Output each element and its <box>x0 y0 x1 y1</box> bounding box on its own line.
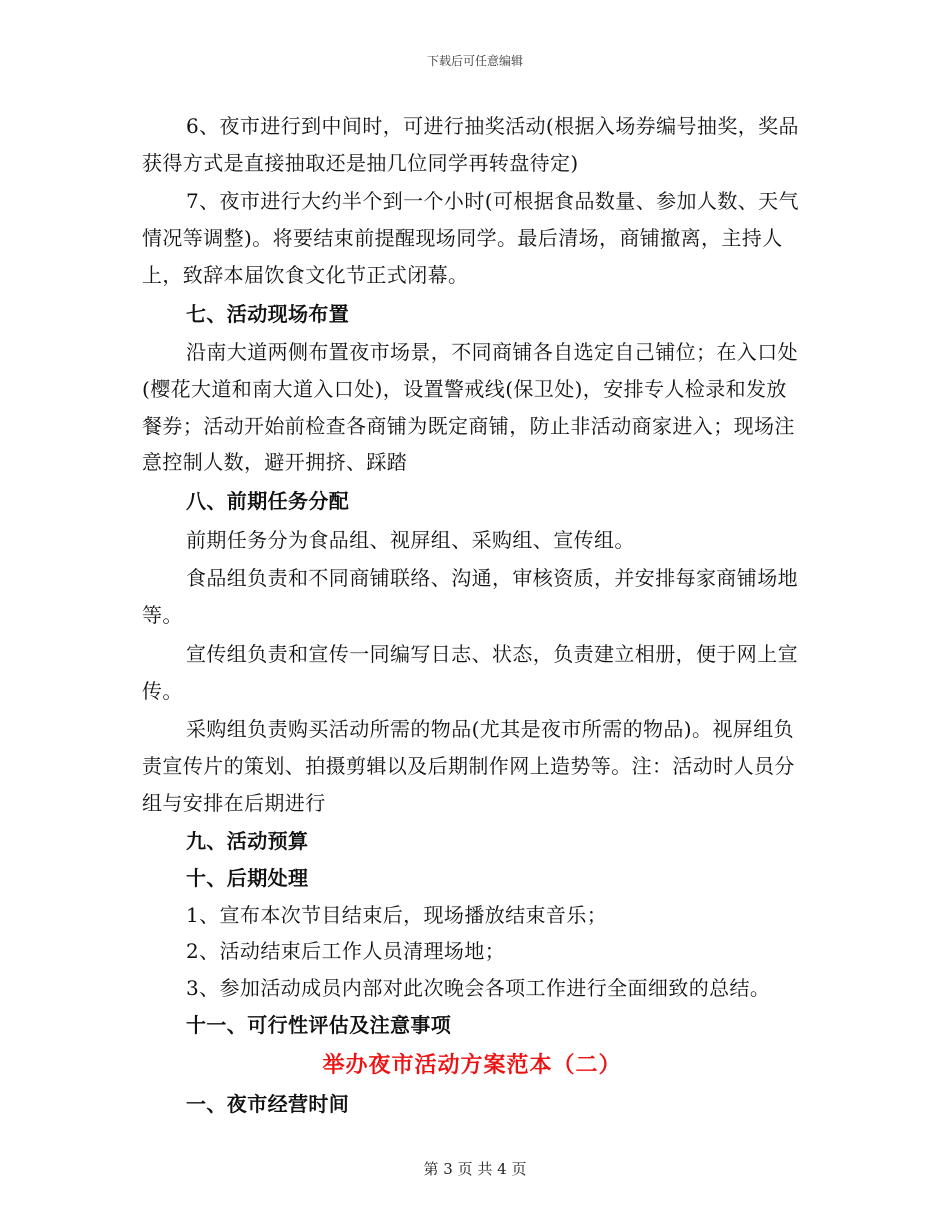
paragraph-task-groups: 前期任务分为食品组、视屏组、采购组、宣传组。 <box>186 527 635 552</box>
document-body <box>142 108 802 1122</box>
section-heading-7: 七、活动现场布置 <box>186 301 350 326</box>
paragraph-purchase-group: 采购组负责购买活动所需的物品(尤其是夜市所需的物品)。视屏组负责宣传片的策划、拍摄剪辑以及后期制作网上造势等。注：活动时人员分组与安排在后期进行 <box>142 717 795 815</box>
section-heading-8: 八、前期任务分配 <box>186 489 350 514</box>
paragraph-publicity-group: 宣传组负责和宣传一同编写日志、状态，负责建立相册，便于网上宣传。 <box>142 641 798 703</box>
document-subtitle: 举办夜市活动方案范本（二） <box>322 1051 622 1078</box>
paragraph-post-3: 3、参加活动成员内部对此次晚会各项工作进行全面细致的总结。 <box>186 976 771 1001</box>
paragraph-post-2: 2、活动结束后工作人员清理场地； <box>186 939 506 964</box>
paragraph-food-group: 食品组负责和不同商铺联络、沟通，审核资质，并安排每家商铺场地等。 <box>142 566 798 628</box>
section-heading-10: 十、后期处理 <box>186 866 309 891</box>
section-heading-9: 九、活动预算 <box>186 829 309 854</box>
paragraph-post-1: 1、宣布本次节目结束后，现场播放结束音乐； <box>186 902 608 927</box>
paragraph-item-7: 7、夜市进行大约半个到一个小时(可根据食品数量、参加人数、天气情况等调整)。将要结束前提醒现场同学。最后清场，商铺撤离，主持人上，致辞本届饮食文化节正式闭幕。 <box>142 189 799 287</box>
paragraph-item-6: 6、夜市进行到中间时，可进行抽奖活动(根据入场券编号抽奖，奖品获得方式是直接抽取还是抽几位同学再转盘待定) <box>142 114 799 175</box>
page-header: 下载后可任意编辑 <box>426 54 523 68</box>
page-footer: 第 3 页 共 4 页 <box>423 1160 527 1178</box>
section-heading-11: 十一、可行性评估及注意事项 <box>186 1012 452 1037</box>
paragraph-site-layout: 沿南大道两侧布置夜市场景，不同商铺各自选定自己铺位；在入口处(樱花大道和南大道入口处)，设置警戒线(保卫处)，安排专人检录和发放餐券；活动开始前检查各商铺为既定商铺，防止非活动商家进入；现场注意控制人数，避开拥挤、踩踏 <box>142 340 798 475</box>
section-heading-1: 一、夜市经营时间 <box>186 1091 350 1116</box>
